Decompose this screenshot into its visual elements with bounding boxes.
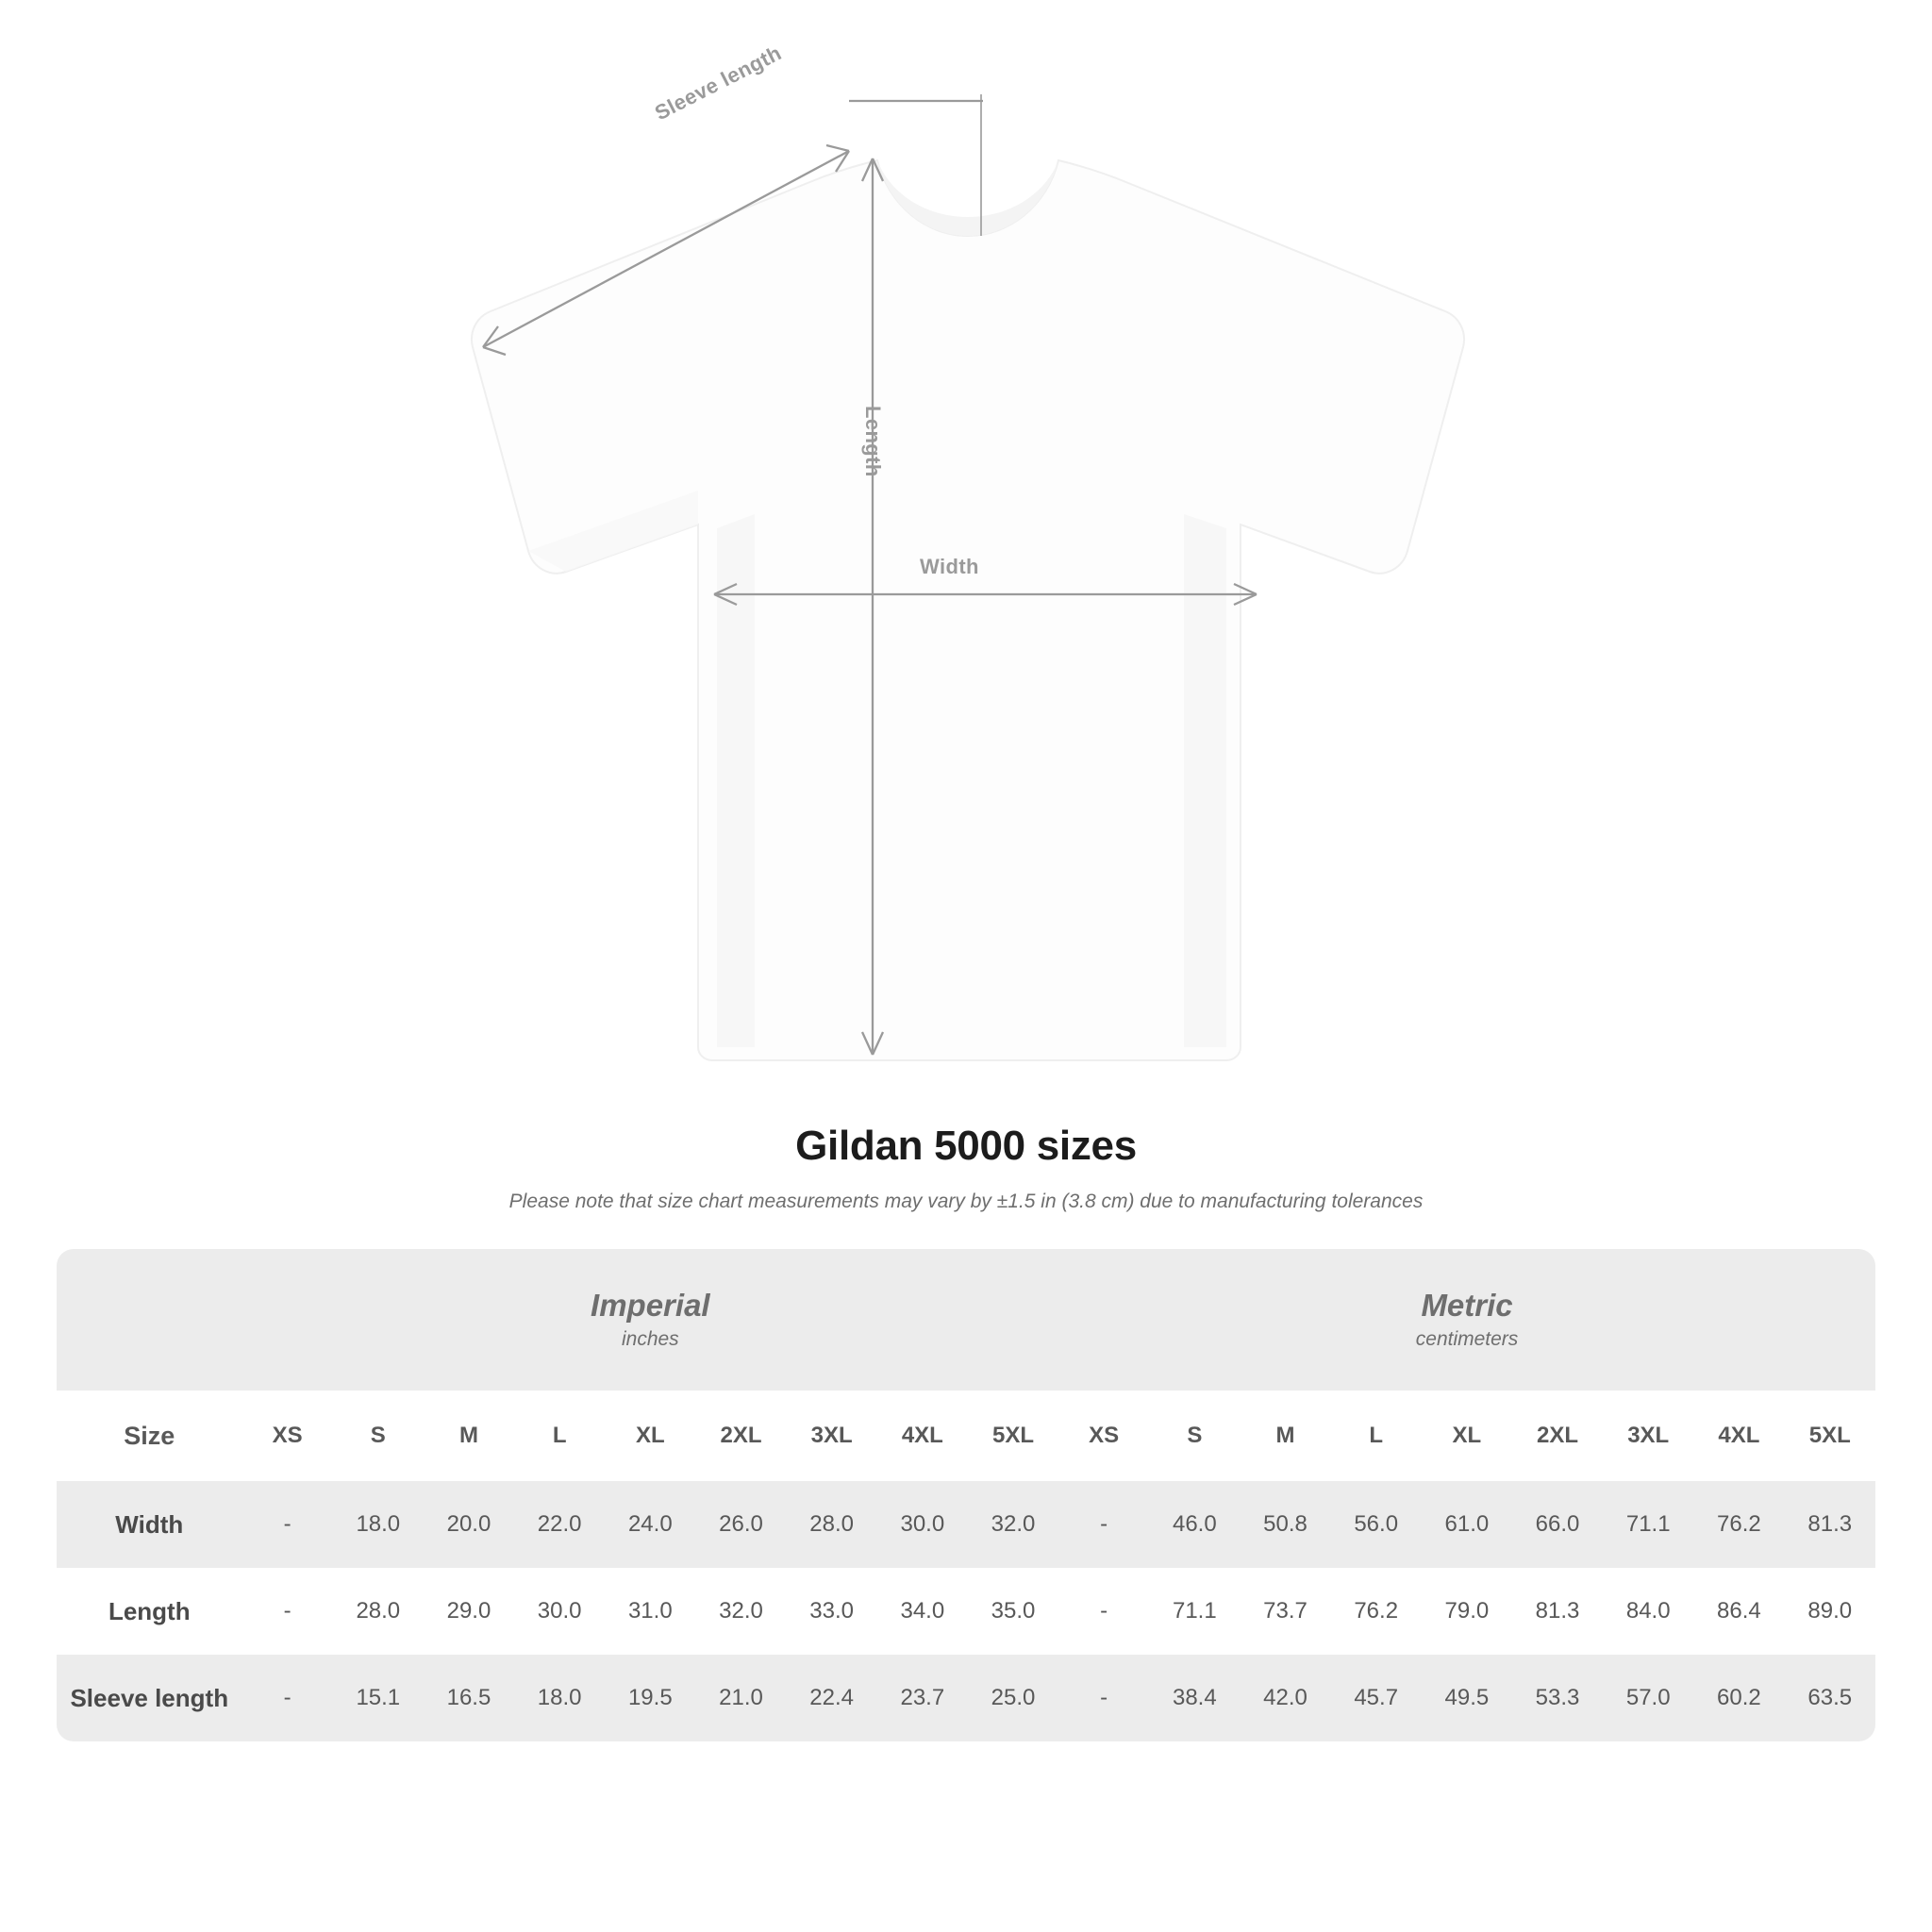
header-metric-s: S: [1149, 1391, 1240, 1481]
size-table: [57, 1249, 1875, 1741]
width-metric-2xl: 66.0: [1512, 1481, 1603, 1568]
width-imperial-xl: 24.0: [605, 1481, 695, 1568]
sleeve-metric-s: 38.4: [1149, 1655, 1240, 1741]
length-imperial-5xl: 35.0: [991, 1598, 1036, 1624]
sleeve-imperial-5xl: 25.0: [968, 1655, 1058, 1741]
tolerance-note: Please note that size chart measurements may vary by ±1.5 in (3.8 cm) due to manufacturing tolerances: [508, 1191, 1424, 1212]
sleeve-length-label: Sleeve length: [651, 41, 786, 125]
sleeve-metric-xl: 49.5: [1422, 1655, 1512, 1741]
sleeve-imperial-xs: -: [242, 1655, 333, 1741]
length-metric-m: 73.7: [1263, 1598, 1307, 1624]
table-row: [57, 1481, 1875, 1568]
header-imperial-l: L: [514, 1391, 605, 1481]
sleeve-imperial-s: 15.1: [333, 1655, 424, 1741]
row-label-length: Length: [108, 1596, 191, 1625]
width-metric-xs: -: [1058, 1481, 1149, 1568]
row-label-width: Width: [57, 1481, 242, 1568]
sleeve-metric-l: 45.7: [1331, 1655, 1422, 1741]
table-row: [57, 1655, 1875, 1741]
unit-group-metric: [1058, 1249, 1875, 1391]
width-metric-m: 50.8: [1240, 1481, 1330, 1568]
size-table-wrapper: [57, 1249, 1875, 1741]
header-metric-5xl: 5XL: [1784, 1391, 1875, 1481]
header-metric-xl: XL: [1422, 1391, 1512, 1481]
page-title: Gildan 5000 sizes: [795, 1123, 1137, 1169]
header-size: Size: [57, 1391, 242, 1481]
width-imperial-4xl: 30.0: [877, 1481, 968, 1568]
header-imperial-m: M: [424, 1391, 514, 1481]
sleeve-metric-xs: -: [1058, 1655, 1149, 1741]
header-metric-4xl: 4XL: [1693, 1391, 1784, 1481]
header-metric-3xl: 3XL: [1603, 1391, 1693, 1481]
width-label: Width: [920, 555, 979, 578]
header-imperial-3xl: 3XL: [787, 1391, 877, 1481]
width-metric-xl: 61.0: [1422, 1481, 1512, 1568]
size-header-row: [57, 1391, 1875, 1481]
header-imperial-s: S: [333, 1391, 424, 1481]
length-metric-xl: 79.0: [1444, 1598, 1490, 1624]
sleeve-metric-m: 42.0: [1240, 1655, 1330, 1741]
width-imperial-l: 22.0: [514, 1481, 605, 1568]
unit-metric-name: Metric: [1421, 1287, 1513, 1323]
sleeve-metric-2xl: 53.3: [1512, 1655, 1603, 1741]
length-imperial-3xl: 33.0: [809, 1598, 855, 1624]
width-metric-l: 56.0: [1331, 1481, 1422, 1568]
length-metric-l: 76.2: [1354, 1598, 1399, 1624]
header-imperial-5xl: 5XL: [968, 1391, 1058, 1481]
length-metric-3xl: 84.0: [1625, 1598, 1671, 1624]
banner-spacer: [57, 1249, 242, 1391]
length-imperial-m: 29.0: [446, 1598, 491, 1624]
width-metric-5xl: 81.3: [1784, 1481, 1875, 1568]
length-imperial-s: 28.0: [356, 1598, 401, 1624]
sleeve-imperial-xl: 19.5: [605, 1655, 695, 1741]
unit-imperial-name: Imperial: [591, 1287, 710, 1323]
row-label-sleeve-length: Sleeve length: [57, 1655, 242, 1741]
width-imperial-m: 20.0: [424, 1481, 514, 1568]
width-metric-3xl: 71.1: [1603, 1481, 1693, 1568]
header-imperial-2xl: 2XL: [695, 1391, 786, 1481]
header-metric-xs: XS: [1058, 1391, 1149, 1481]
length-metric-xs: -: [1100, 1598, 1108, 1624]
sleeve-metric-4xl: 60.2: [1693, 1655, 1784, 1741]
header-imperial-xs: XS: [242, 1391, 333, 1481]
header-imperial-4xl: 4XL: [877, 1391, 968, 1481]
header-metric-l: L: [1331, 1391, 1422, 1481]
length-imperial-l: 30.0: [537, 1598, 582, 1624]
unit-banner-row: [57, 1249, 1875, 1391]
width-imperial-5xl: 32.0: [968, 1481, 1058, 1568]
length-metric-s: 71.1: [1172, 1598, 1217, 1624]
width-imperial-xs: -: [242, 1481, 333, 1568]
table-row: [57, 1568, 1875, 1655]
sleeve-imperial-2xl: 21.0: [695, 1655, 786, 1741]
length-imperial-xs: -: [283, 1598, 291, 1624]
header-imperial-xl: XL: [605, 1391, 695, 1481]
length-metric-5xl: 89.0: [1807, 1598, 1853, 1624]
length-label: Length: [861, 406, 885, 477]
length-metric-2xl: 81.3: [1535, 1598, 1580, 1624]
width-imperial-s: 18.0: [333, 1481, 424, 1568]
sleeve-imperial-4xl: 23.7: [877, 1655, 968, 1741]
unit-metric-sub: centimeters: [1415, 1327, 1519, 1350]
length-metric-4xl: 86.4: [1717, 1598, 1761, 1624]
header-metric-m: M: [1240, 1391, 1330, 1481]
sleeve-imperial-m: 16.5: [424, 1655, 514, 1741]
header-metric-2xl: 2XL: [1512, 1391, 1603, 1481]
tshirt-shape: [472, 160, 1464, 1060]
sleeve-imperial-l: 18.0: [514, 1655, 605, 1741]
sleeve-metric-3xl: 57.0: [1603, 1655, 1693, 1741]
length-imperial-4xl: 34.0: [900, 1598, 945, 1624]
width-imperial-2xl: 26.0: [695, 1481, 786, 1568]
unit-imperial-sub: inches: [621, 1327, 679, 1350]
width-metric-4xl: 76.2: [1693, 1481, 1784, 1568]
sleeve-imperial-3xl: 22.4: [787, 1655, 877, 1741]
length-imperial-2xl: 32.0: [719, 1598, 763, 1624]
width-imperial-3xl: 28.0: [787, 1481, 877, 1568]
length-imperial-xl: 31.0: [627, 1598, 673, 1624]
width-metric-s: 46.0: [1149, 1481, 1240, 1568]
unit-group-imperial: [242, 1249, 1059, 1391]
sleeve-metric-5xl: 63.5: [1784, 1655, 1875, 1741]
